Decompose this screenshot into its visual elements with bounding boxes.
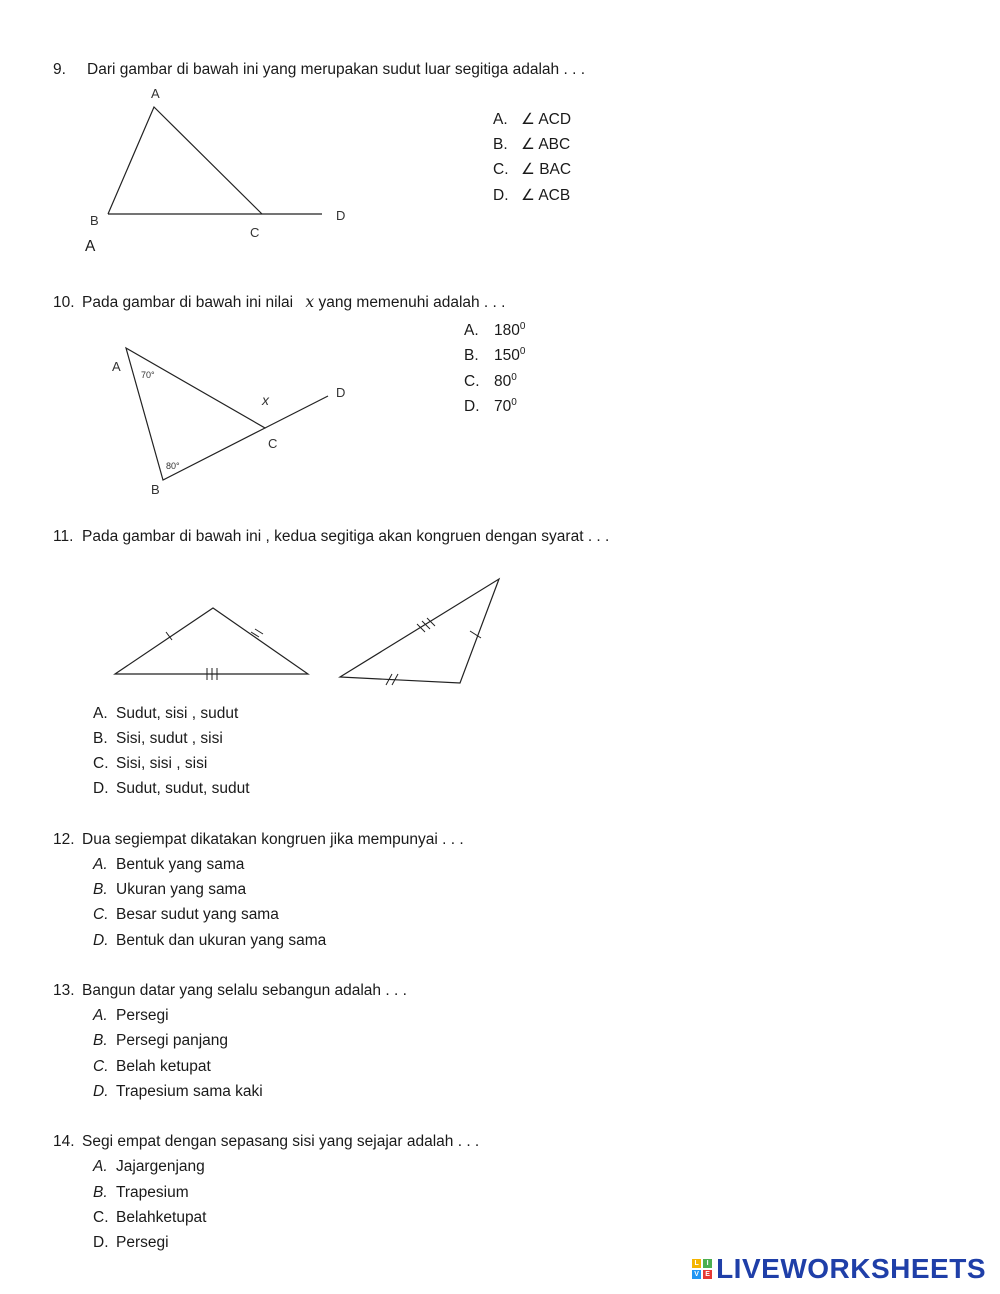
q11-option-b[interactable]: B. Sisi, sudut , sisi: [93, 730, 223, 747]
q12-option-d[interactable]: D. Bentuk dan ukuran yang sama: [93, 932, 327, 949]
q11-option-c[interactable]: C. Sisi, sisi , sisi: [93, 755, 208, 772]
tick-double-1: [251, 632, 259, 637]
q10-triangle: [126, 348, 265, 480]
question-text: Bangun datar yang selalu sebangun adalah . . .: [82, 982, 407, 999]
q10-extension-line: [265, 396, 328, 428]
liveworksheets-logo: [692, 1252, 986, 1286]
question-12: [53, 831, 464, 849]
q14-option-b[interactable]: B. Trapesium: [93, 1184, 189, 1201]
q9-figure-caption: A: [85, 238, 96, 255]
q9-label-c: C: [250, 225, 260, 240]
question-text: Pada gambar di bawah ini , kedua segitiga akan kongruen dengan syarat . . .: [82, 528, 610, 545]
question-number: 9.: [53, 61, 66, 78]
q11-triangles-figure: [100, 570, 520, 700]
logo-tile-2: I: [703, 1259, 712, 1268]
q9-triangle-figure: [80, 80, 380, 260]
q11-option-a[interactable]: A. Sudut, sisi , sudut: [93, 705, 239, 722]
q9-option-c[interactable]: C. ∠ BAC: [493, 161, 572, 178]
q10-option-b[interactable]: B. $150^0$: [464, 346, 526, 365]
q11-right-triangle: [340, 579, 499, 683]
question-text-end: yang memenuhi adalah . . .: [318, 294, 506, 311]
q10-angle-a: 70°: [141, 370, 155, 380]
logo-text: LIVEWORKSHEETS: [716, 1253, 986, 1284]
q11-left-triangle: [115, 608, 308, 674]
logo-tile-1: L: [692, 1259, 701, 1268]
q10-angle-b: 80°: [166, 461, 180, 471]
question-text: Segi empat dengan sepasang sisi yang sejajar adalah . . .: [82, 1133, 480, 1150]
q10-triangle-figure: [95, 330, 375, 510]
question-number: 12.: [53, 831, 75, 848]
variable-x: x: [305, 293, 315, 311]
logo-icon: [692, 1259, 712, 1279]
q11-option-d[interactable]: D. Sudut, sudut, sudut: [93, 780, 250, 797]
question-number: 13.: [53, 982, 75, 999]
logo-tile-3: V: [692, 1270, 701, 1279]
q12-option-b[interactable]: B. Ukuran yang sama: [93, 881, 247, 898]
question-text: Dua segiempat dikatakan kongruen jika mempunyai . . .: [82, 831, 464, 848]
question-number: 10.: [53, 294, 75, 311]
q10-label-d: D: [336, 385, 346, 400]
q9-option-a[interactable]: A. ∠ ACD: [493, 111, 572, 128]
q9-triangle-lines: [108, 107, 262, 214]
q10-option-a[interactable]: A. $180^0$: [464, 321, 526, 340]
question-11: [53, 528, 609, 546]
q13-option-b[interactable]: B. Persegi panjang: [93, 1032, 229, 1049]
question-13: [53, 982, 407, 1000]
q9-label-b: B: [90, 213, 99, 228]
q12-option-c[interactable]: C. Besar sudut yang sama: [93, 906, 279, 923]
question-10: [53, 293, 505, 312]
q9-option-d[interactable]: D. ∠ ACB: [493, 187, 571, 204]
question-9: [53, 61, 585, 79]
q10-label-c: C: [268, 436, 278, 451]
q14-option-c[interactable]: C. Belahketupat: [93, 1209, 207, 1226]
question-text: Pada gambar di bawah ini nilai: [82, 294, 294, 311]
q10-option-d[interactable]: D. $70^0$: [464, 397, 517, 416]
q10-label-b: B: [151, 482, 160, 497]
q10-option-c[interactable]: C. $80^0$: [464, 372, 517, 391]
logo-tile-4: E: [703, 1270, 712, 1279]
tick-double-2: [255, 629, 263, 634]
q13-option-a[interactable]: A. Persegi: [93, 1007, 169, 1024]
q10-label-x: x: [262, 392, 269, 408]
q10-label-a: A: [112, 359, 121, 374]
question-text: Dari gambar di bawah ini yang merupakan sudut luar segitiga adalah . . .: [87, 61, 586, 78]
q13-option-d[interactable]: D. Trapesium sama kaki: [93, 1083, 263, 1100]
q14-option-a[interactable]: A. Jajargenjang: [93, 1158, 205, 1175]
question-number: 14.: [53, 1133, 75, 1150]
q12-option-a[interactable]: A. Bentuk yang sama: [93, 856, 245, 873]
q9-label-a: A: [151, 86, 160, 101]
q14-option-d[interactable]: D. Persegi: [93, 1234, 169, 1251]
q9-label-d: D: [336, 208, 346, 223]
question-14: [53, 1133, 479, 1151]
q13-option-c[interactable]: C. Belah ketupat: [93, 1058, 211, 1075]
q9-option-b[interactable]: B. ∠ ABC: [493, 136, 571, 153]
question-number: 11.: [53, 528, 74, 545]
